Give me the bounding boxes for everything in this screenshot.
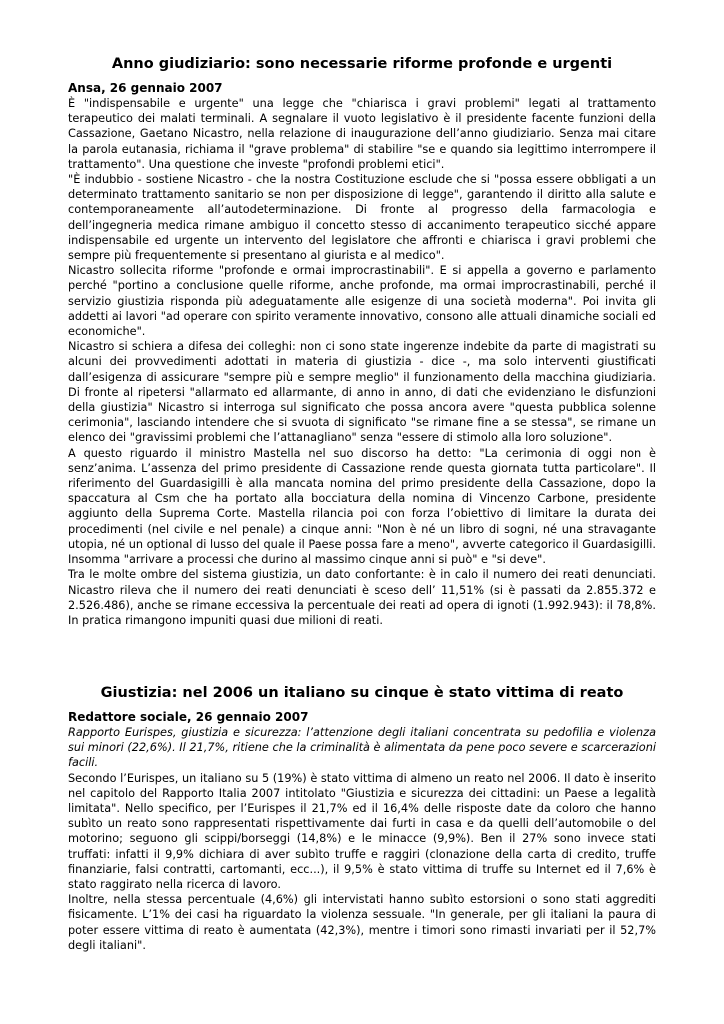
article-title: Anno giudiziario: sono necessarie riforme profonde e urgenti	[111, 56, 613, 72]
article-title: Giustizia: nel 2006 un italiano su cinque è stato vittima di reato	[100, 685, 624, 701]
article-paragraph: A questo riguardo il ministro Mastella nel suo discorso ha detto: "La cerimonia di oggi non è senz’anima. L’assenza del primo presidente di Cassazione rende questa giornata tutta particolare". Il riferimento del Guardasigilli è alla mancata nomina del primo presidente della Cassazione, dopo la spaccatura al Csm che ha portato alla bocciatura della nomina di Vincenzo Carbone, presidente aggiunto della Suprema Corte. Mastella rilancia poi con forza l’obiettivo di limitare la durata dei procedimenti (nel civile e nel penale) a cinque anni: "Non è né un libro di sogni, né una stravagante utopia, né un optional di lusso del quale il Paese possa fare a meno", avverte categorico il Guardasigilli. Insomma "arrivare a processi che durino al massimo cinque anni si può" e "si deve".	[68, 446, 656, 567]
article-byline: Ansa, 26 gennaio 2007	[68, 81, 223, 95]
article-anno-giudiziario	[68, 54, 656, 628]
article-vittime-reato	[68, 683, 656, 953]
article-byline: Redattore sociale, 26 gennaio 2007	[68, 710, 309, 724]
article-paragraph: Inoltre, nella stessa percentuale (4,6%) gli intervistati hanno subìto estorsioni o sono stati aggrediti fisicamente. L’1% dei casi ha riguardato la violenza sessuale. "In generale, per gli italiani la paura di poter essere vittima di reato è aumentata (42,3%), mentre i timori sono rimasti invariati per il 52,7% degli italiani".	[68, 893, 656, 952]
article-paragraph: È "indispensabile e urgente" una legge che "chiarisca i gravi problemi" legati al trattamento terapeutico dei malati terminali. A segnalare il vuoto legislativo è il presidente facente funzioni della Cassazione, Gaetano Nicastro, nella relazione di inaugurazione dell’anno giudiziario. Senza mai citare la parola eutanasia, richiama il "grave problema" di stabilire "se e quando sia legittimo interrompere il trattamento". Una questione che investe "profondi problemi etici".	[68, 97, 656, 171]
article-lead: Rapporto Eurispes, giustizia e sicurezza: l’attenzione degli italiani concentrata su pedofilia e violenza sui minori (22,6%). Il 21,7%, ritiene che la criminalità è alimentata da pene poco severe e scarcerazioni facili.	[68, 726, 656, 770]
article-paragraph: "È indubbio - sostiene Nicastro - che la nostra Costituzione esclude che si "possa essere obbligati a un determinato trattamento sanitario se non per disposizione di legge", garantendo il diritto alla salute e contemporaneamente all’autodeterminazione. Di fronte al progresso della farmacologia e dell’ingegneria medica rimane ambiguo il concetto stesso di accanimento terapeutico sicché appare indispensabile ed urgente un intervento del legislatore che affronti e chiarisca i gravi problemi che sempre più frequentemente si presentano al giurista e al medico".	[68, 173, 656, 263]
article-paragraph: Tra le molte ombre del sistema giustizia, un dato confortante: è in calo il numero dei reati denunciati. Nicastro rileva che il numero dei reati denunciati è sceso dell’ 11,51% (si è passati da 2.855.372 e 2.526.486), anche se rimane eccessiva la percentuale dei reati ad opera di ignoti (1.992.943): il 78,8%. In pratica rimangono impuniti quasi due milioni di reati.	[68, 568, 656, 627]
article-paragraph: Secondo l’Eurispes, un italiano su 5 (19%) è stato vittima di almeno un reato nel 2006. Il dato è inserito nel capitolo del Rapporto Italia 2007 intitolato "Giustizia e sicurezza dei cittadini: un Paese a legalità limitata". Nello specifico, per l’Eurispes il 21,7% ed il 16,4% delle risposte date da coloro che hanno subìto un reato sono rappresentati rispettivamente dai furti in casa e da quelli dell’automobile o del motorino; seguono gli scippi/borseggi (14,8%) e le minacce (9,9%). Ben il 27% sono invece stati truffati: infatti il 9,9% dichiara di aver subìto truffe e raggiri (clonazione della carta di credito, truffe finanziarie, falsi contratti, cartomanti, ecc...), il 9,5% è stato vittima di truffe su Internet ed il 7,6% è stato raggirato nella ricerca di lavoro.	[68, 771, 656, 892]
article-paragraph: Nicastro si schiera a difesa dei colleghi: non ci sono state ingerenze indebite da parte di magistrati su alcuni dei provvedimenti adottati in materia di giustizia - dice -, ma solo interventi giustificati dall’esigenza di assicurare "sempre più e sempre meglio" il funzionamento della macchina giudiziaria. Di fronte al ripetersi "allarmato ed allarmante, di anno in anno, di dati che evidenziano le disfunzioni della giustizia" Nicastro si interroga sul significato che possa ancora avere "questa pubblica solenne cerimonia", lasciando intendere che si svuota di significato "se rimane fine a se stessa", se rimane un elenco dei "gravissimi problemi che l’attanagliano" senza "essere di stimolo alla loro soluzione".	[68, 340, 656, 445]
article-paragraph: Nicastro sollecita riforme "profonde e ormai improcrastinabili". E si appella a governo e parlamento perché "portino a conclusione quelle riforme, anche profonde, ma ormai improcrastinabili, perché il servizio giustizia risponda più adeguatamente alle esigenze di una società moderna". Poi invita gli addetti ai lavori "ad operare con spirito veramente innovativo, consono alle attuali dinamiche sociali ed economiche".	[68, 264, 656, 339]
